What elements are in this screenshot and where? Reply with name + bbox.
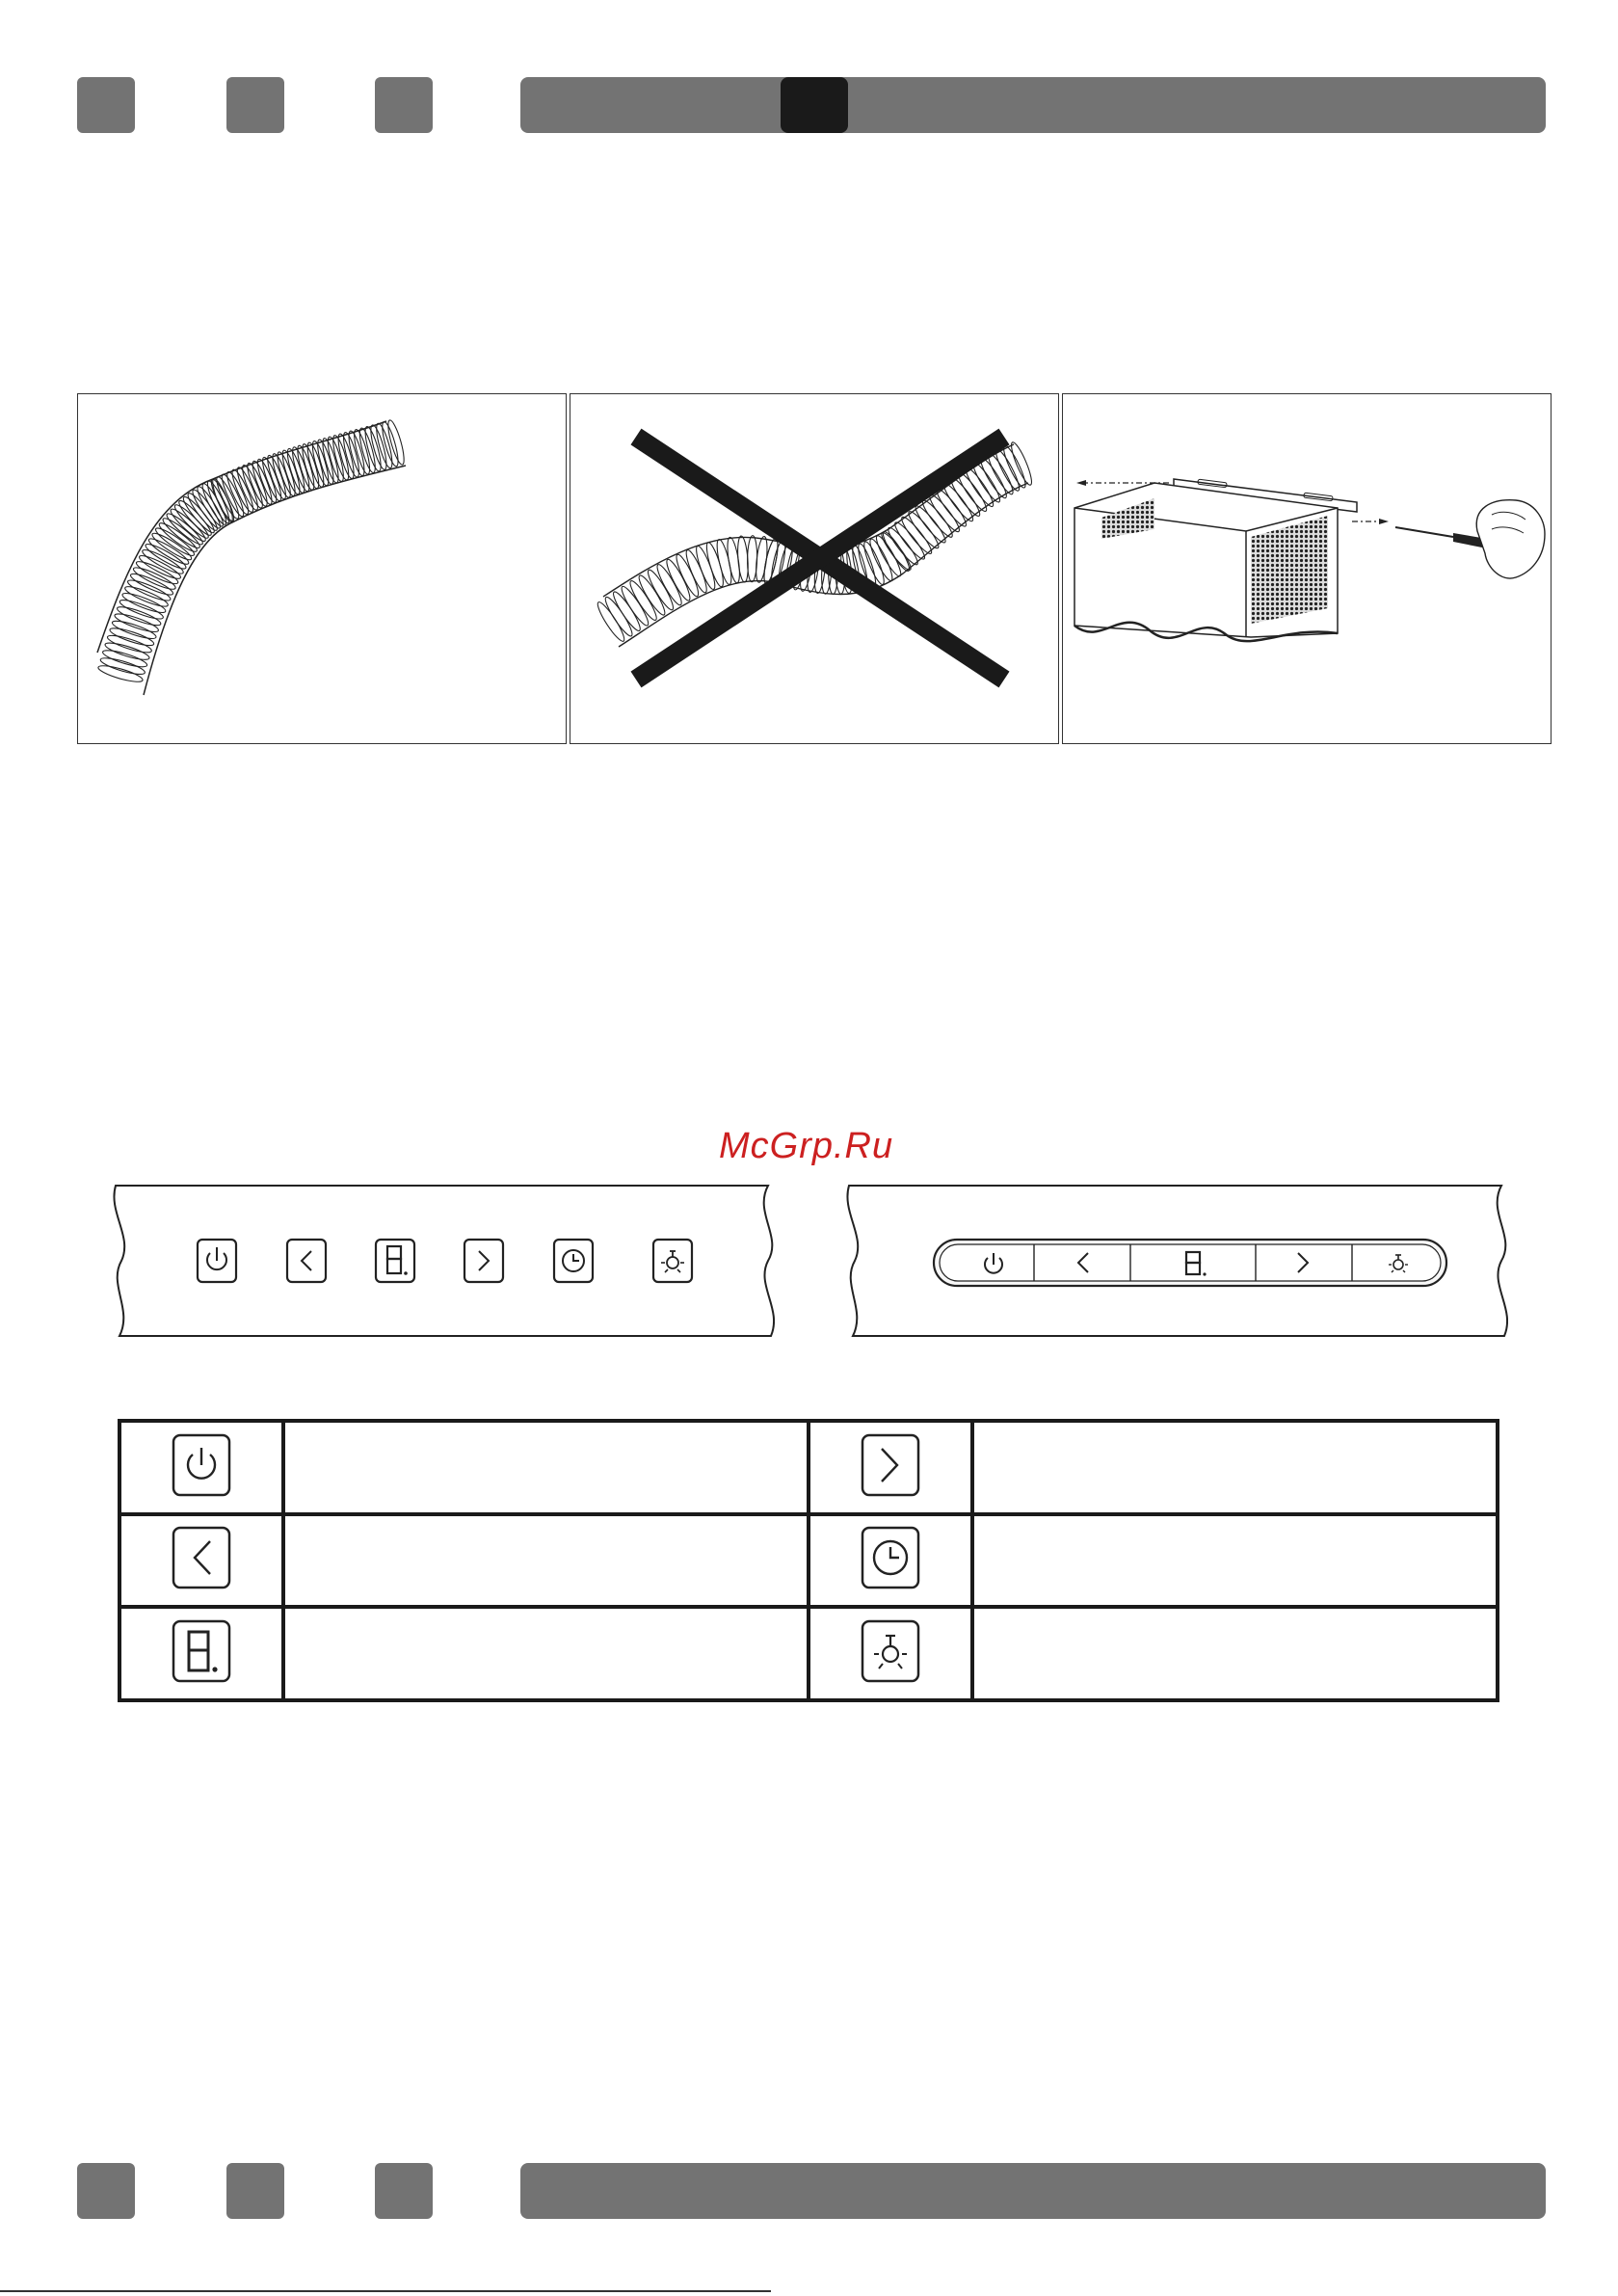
duct-ring	[993, 447, 1022, 493]
duct-ring	[906, 509, 942, 551]
legend-text-display	[283, 1607, 809, 1700]
footer-rule	[0, 2290, 771, 2292]
legend-row	[119, 1421, 1498, 1514]
legend-text-right	[972, 1421, 1498, 1514]
lamp-icon	[861, 1619, 920, 1683]
duct-ring	[891, 520, 928, 562]
legend-text-left	[283, 1514, 809, 1608]
duct-ring	[626, 578, 659, 623]
footer-square-3	[375, 2163, 433, 2219]
header-bar	[520, 77, 1546, 133]
chevron-right-icon	[861, 1433, 920, 1497]
legend-cell-power	[119, 1421, 283, 1514]
control-panel-pill-strip	[841, 1184, 1508, 1345]
crossed-duct-icon	[570, 394, 1057, 742]
duct-ring	[335, 433, 357, 480]
header-square-1	[77, 77, 135, 133]
panel1-timer-button[interactable]	[554, 1240, 593, 1282]
screwdriver-install-icon	[1063, 394, 1550, 742]
button-legend-table	[118, 1419, 1499, 1702]
figure-box-mounting-bracket	[1062, 393, 1552, 744]
duct-ring	[1000, 443, 1029, 490]
panel1-digit-display	[376, 1240, 414, 1282]
panel1-light-button[interactable]	[653, 1240, 692, 1282]
duct-ring	[714, 538, 734, 585]
control-panel-square-buttons	[108, 1184, 775, 1345]
duct-ring	[602, 595, 636, 639]
legend-text-power	[283, 1421, 809, 1514]
figure-flexible-duct-wrong	[570, 393, 1059, 744]
duct-ring	[866, 537, 895, 583]
figure-flexible-duct-bent	[77, 393, 567, 744]
panel1-left-button[interactable]	[287, 1240, 326, 1282]
duct-ring	[106, 632, 153, 655]
duct-ring	[913, 503, 949, 546]
duct-ring	[898, 515, 935, 557]
footer-bar	[520, 2163, 1546, 2219]
duct-ring	[595, 600, 627, 644]
duct-ring	[610, 589, 644, 633]
duct-ring	[111, 618, 158, 642]
legend-cell-display	[119, 1607, 283, 1700]
duct-ring	[108, 625, 155, 648]
duct-ring	[119, 597, 165, 622]
clock-icon	[861, 1526, 920, 1589]
panel1-power-button[interactable]	[198, 1240, 236, 1282]
legend-cell-light	[809, 1607, 972, 1700]
duct-ring	[653, 562, 684, 607]
duct-ring	[116, 603, 163, 628]
footer-square-1	[77, 2163, 135, 2219]
legend-cell-left	[119, 1514, 283, 1608]
duct-ring	[104, 640, 151, 663]
duct-ring	[703, 541, 727, 588]
digit-display-icon	[172, 1619, 231, 1683]
header-square-2	[226, 77, 284, 133]
duct-ring	[645, 568, 676, 612]
duct-ring	[619, 584, 652, 628]
duct-ring	[880, 529, 913, 574]
legend-cell-right	[809, 1421, 972, 1514]
panel1-right-button[interactable]	[464, 1240, 503, 1282]
duct-ring	[113, 611, 160, 635]
power-icon	[172, 1433, 231, 1497]
duct-ring	[1008, 441, 1035, 487]
legend-row	[119, 1514, 1498, 1608]
duct-ring	[885, 525, 920, 568]
duct-ring	[636, 573, 669, 617]
legend-row	[119, 1607, 1498, 1700]
chevron-left-icon	[172, 1526, 231, 1589]
header-square-3	[375, 77, 433, 133]
duct-ring	[873, 533, 904, 578]
watermark: McGrp.Ru	[719, 1126, 894, 1166]
legend-text-timer	[972, 1514, 1498, 1608]
legend-cell-timer	[809, 1514, 972, 1608]
duct-bend-icon	[78, 394, 565, 742]
duct-ring	[726, 537, 742, 584]
footer-square-2	[226, 2163, 284, 2219]
duct-ring	[985, 451, 1016, 496]
legend-text-light	[972, 1607, 1498, 1700]
active-section-marker	[781, 77, 848, 133]
